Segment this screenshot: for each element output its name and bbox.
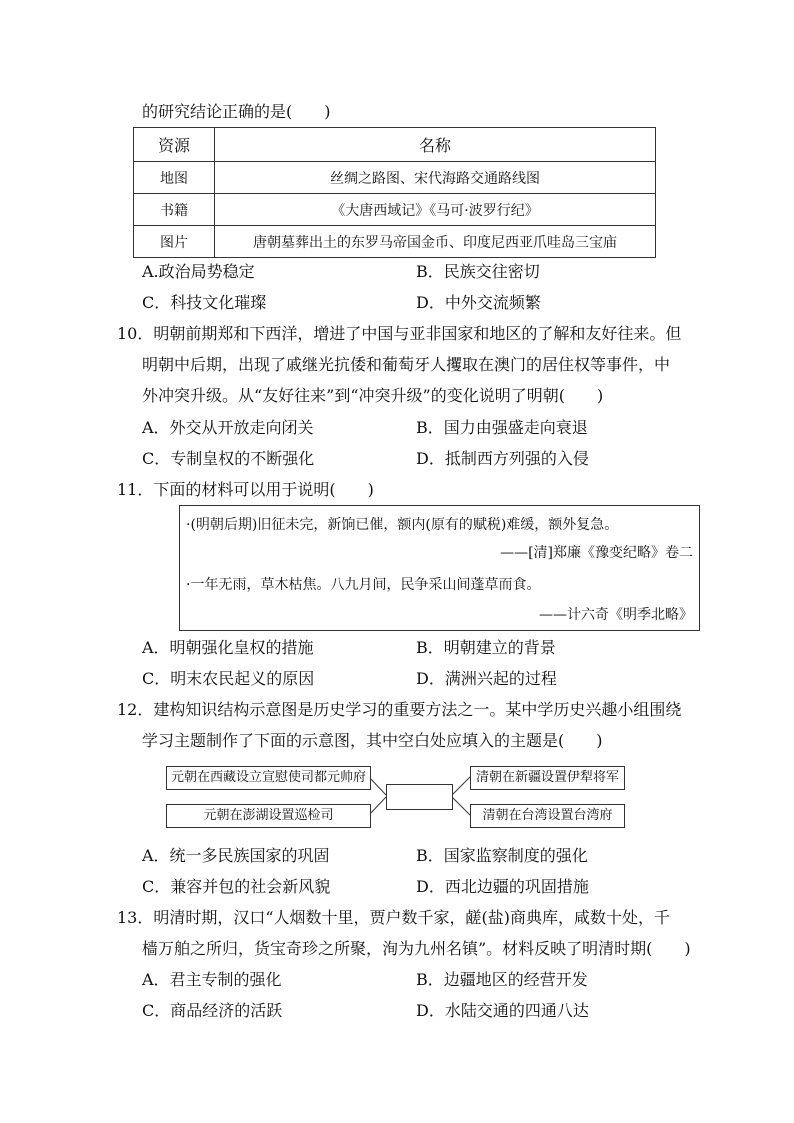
q10-line-1: 10．明朝前期郑和下西洋，增进了中国与亚非国家和地区的了解和友好往来。但 <box>117 324 682 343</box>
q9-option-a[interactable]: A.政治局势稳定 <box>142 262 255 281</box>
q13-line-1: 13．明清时期，汉口“人烟数十里，贾户数千家，鹾(盐)商典库，咸数十处，千 <box>117 908 671 927</box>
connector-right-bottom <box>451 796 470 815</box>
q11-option-d[interactable]: D．满洲兴起的过程 <box>416 669 557 688</box>
material-line-1: ·(明朝后期)旧征未完，新饷已催，额内(原有的赋税)难缓，额外复急。 <box>186 517 619 533</box>
q10-option-a[interactable]: A．外交从开放走向闭关 <box>142 418 314 437</box>
q12-line-2: 学习主题制作了下面的示意图，其中空白处应填入的主题是( ) <box>142 731 603 750</box>
diagram-box-left-bottom: 元朝在澎湖设置巡检司 <box>166 804 371 828</box>
q10-option-b[interactable]: B．国力由强盛走向衰退 <box>416 418 588 437</box>
connector-right-top <box>451 777 470 796</box>
q9-stem-tail: 的研究结论正确的是( ) <box>142 102 331 121</box>
q12-option-b[interactable]: B．国家监察制度的强化 <box>416 846 588 865</box>
diagram-blank-box[interactable] <box>386 784 453 810</box>
connector-left-top <box>369 777 386 795</box>
table-cell: 《大唐西域记》《马可·波罗行纪》 <box>215 194 656 226</box>
diagram-box-right-top: 清朝在新疆设置伊犁将军 <box>470 766 625 790</box>
q12-line-1: 12．建构知识结构示意图是历史学习的重要方法之一。某中学历史兴趣小组围绕 <box>117 700 682 719</box>
q11-option-b[interactable]: B．明朝建立的背景 <box>416 638 556 657</box>
diagram-box-right-bottom: 清朝在台湾设置台湾府 <box>470 804 625 828</box>
q9-option-c[interactable]: C．科技文化璀璨 <box>142 293 267 312</box>
q11-stem: 11．下面的材料可以用于说明( ) <box>117 480 374 499</box>
table-cell: 图片 <box>134 226 215 258</box>
q12-option-c[interactable]: C．兼容并包的社会新风貌 <box>142 877 331 896</box>
material-line-2: ·一年无雨，草木枯焦。八九月间，民争采山间蓬草而食。 <box>186 577 541 593</box>
table-cell: 丝绸之路图、宋代海路交通路线图 <box>215 162 656 194</box>
q10-option-d[interactable]: D．抵制西方列强的入侵 <box>416 449 589 468</box>
table-cell: 地图 <box>134 162 215 194</box>
q9-option-d[interactable]: D．中外交流频繁 <box>416 293 541 312</box>
material-source-1: ——[清]郑廉《豫变纪略》卷二 <box>500 545 693 561</box>
q13-option-d[interactable]: D．水陆交通的四通八达 <box>416 1001 589 1020</box>
connector-left-bottom <box>369 797 386 815</box>
q9-option-b[interactable]: B．民族交往密切 <box>416 262 540 281</box>
q13-option-b[interactable]: B．边疆地区的经营开发 <box>416 970 588 989</box>
diagram-box-left-top: 元朝在西藏设立宣慰使司都元帅府 <box>166 766 371 790</box>
q10-option-c[interactable]: C．专制皇权的不断强化 <box>142 449 315 468</box>
q11-option-c[interactable]: C．明末农民起义的原因 <box>142 669 315 688</box>
q13-line-2: 樯万舶之所归，货宝奇珍之所聚，洵为九州名镇”。材料反映了明清时期( ) <box>142 939 691 958</box>
q10-line-3: 外冲突升级。从“友好往来”到“冲突升级”的变化说明了明朝( ) <box>142 386 604 405</box>
q13-option-c[interactable]: C．商品经济的活跃 <box>142 1001 283 1020</box>
q13-option-a[interactable]: A．君主专制的强化 <box>142 970 282 989</box>
table-cell: 书籍 <box>134 194 215 226</box>
material-source-2: ——计六奇《明季北略》 <box>539 607 693 623</box>
q10-line-2: 明朝中后期，出现了戚继光抗倭和葡萄牙人攫取在澳门的居住权等事件，中 <box>142 355 671 374</box>
table-header-resource: 资源 <box>134 128 215 162</box>
table-cell: 唐朝墓葬出土的东罗马帝国金币、印度尼西亚爪哇岛三宝庙 <box>215 226 656 258</box>
q11-option-a[interactable]: A．明朝强化皇权的措施 <box>142 638 314 657</box>
table-header-name: 名称 <box>215 128 656 162</box>
q12-option-a[interactable]: A．统一多民族国家的巩固 <box>142 846 330 865</box>
q12-option-d[interactable]: D．西北边疆的巩固措施 <box>416 877 589 896</box>
